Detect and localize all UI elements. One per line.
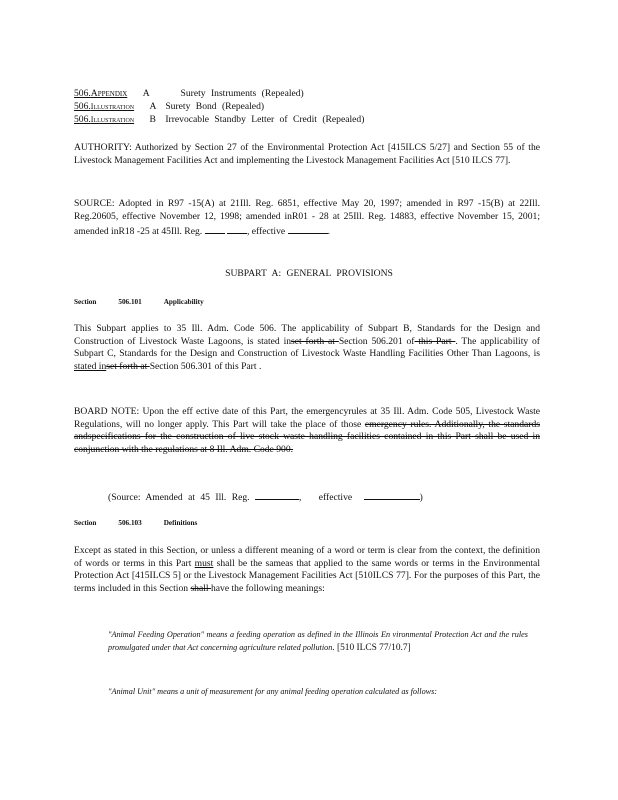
struck-text: set forth at [106,360,150,372]
blank-line [227,223,247,234]
applicability-paragraph [74,323,540,373]
source-note-text: (Source: Amended at 45 Ill. Reg. [108,492,250,503]
section-label: Section [74,519,97,527]
toc-appendix-a [74,88,540,101]
toc-title: Irrevocable Standby Letter of Credit (Repealed) [165,114,365,125]
toc-illustration-a [74,101,540,114]
definition-text: "Animal Feeding Operation" means a feeding operation as defined in the Illinois En vironmental Protection Act and the rules promulgated under that Act concerning agriculture related pollution [108,630,528,652]
blank-line [255,489,299,500]
source-note-close: ) [419,492,423,503]
definition-animal-unit [108,686,528,699]
section-heading-101 [74,298,226,306]
struck-text: set forth at [291,335,339,347]
toc-title: Surety Instruments (Repealed) [180,88,304,99]
toc-kind: Illustration [90,115,135,124]
inserted-text: stated in [74,360,107,372]
section-number: 506.101 [118,298,142,306]
source-effective: effective [251,226,286,238]
text-run: This Subpart applies to 35 Ill. Adm. Code 506. The applicability of Subpart B, Standards for the Design and Construction of Livestock Waste Lagoons, is stated in [74,323,540,347]
source-paragraph: SOURCE: Adopted in R97 -15(A) at 21Ill. Reg. 6851, effective May 20, 1997; amended in R97 -15(B) at 22Ill. Reg.20605, effective November 12, 1998; amended inR01 - 28 at 25Ill. Reg. 14883, effective November 15, 2001; amended inR18 -25 at 45Ill. Reg. , effective . [74,198,540,238]
struck-text: emergency rules. Additionally, the standards andspecifications for the construction of live stock waste handling facilities contained in this Part shall be used in conjunction with the regulations at 8 Ill. Adm. Code 900. [74,418,540,455]
blank-line [288,223,328,234]
authority-paragraph: AUTHORITY: Authorized by Section 27 of the Environmental Protection Act [415ILCS 5/27] and Section 55 of the Livestock Management Facilities Act and implementing the Livestock Management Facilities Act [510 ILCS 77]. [74,142,540,166]
section-title: Applicability [163,298,204,306]
section-label: Section [74,298,97,306]
toc-title: Surety Bond (Repealed) [165,101,265,112]
section-number: 506.103 [118,519,142,527]
board-note-paragraph [74,406,540,456]
text-run: . The applicability of Subpart C, Standards for the Design and Construction of Livestock Waste Handling Facilities Other Than Lagoons, is [74,335,540,360]
text-run: Section 506.301 of this Part . [149,360,262,372]
section-title: Definitions [163,519,198,527]
toc-illustration-b [74,114,540,127]
blank-line [205,223,225,234]
toc-number: 506. [74,101,91,112]
toc-kind: Illustration [90,102,135,111]
source-text: SOURCE: Adopted in R97 -15(A) at 21Ill. Reg. 6851, effective May 20, 1997; amended in R97 -15(B) at 22Ill. Reg.20605, effective November 12, 1998; amended inR01 - 28 at 25Ill. Reg. 14883, effective November 15, 2001; amended inR18 -25 at 45Ill. Reg. [74,198,540,238]
inserted-text: must [194,557,214,569]
definitions-intro-paragraph [74,545,540,595]
text-run: shall be the sameas that applied to the same words or terms in the Environmental Protection Act [415ILCS 5] or the Livestock Management Facilities Act [510ILCS 77]. For the purposes of this Part, the terms included in this Section [74,557,540,594]
citation: . [510 ILCS 77/10.7] [332,642,411,653]
text-run: Section 506.201 of [338,335,415,347]
toc-number: 506. [74,88,91,99]
text-run: BOARD NOTE: Upon the eff ective date of this Part, the emergencyrules at 35 Ill. Adm. Code 505, Livestock Waste Regulations, will no longer apply. This Part will take the place of those [74,406,540,430]
definition-text: "Animal Unit" means a unit of measurement for any animal feeding operation calculated as follows: [108,687,438,696]
definition-animal-feeding-operation [108,629,528,654]
toc-kind: Appendix [90,88,128,99]
subpart-heading: SUBPART A: GENERAL PROVISIONS [225,268,393,279]
blank-line [364,489,420,500]
toc-number: 506. [74,114,91,125]
text-run: have the following meanings: [210,582,325,594]
toc-letter: B [149,114,156,125]
struck-text: shall [190,582,211,594]
toc-letter: A [142,88,150,99]
section-heading-103 [74,519,219,527]
struck-text: this Part [414,335,456,347]
toc-letter: A [149,101,156,112]
text-run: Except as stated in this Section, or unless a different meaning of a word or term is clear from the context, the definition of words or terms in this Part [74,545,540,569]
source-note: (Source: Amended at 45 Ill. Reg. , effective ) [108,489,423,503]
source-note-effective: effective [318,492,353,503]
